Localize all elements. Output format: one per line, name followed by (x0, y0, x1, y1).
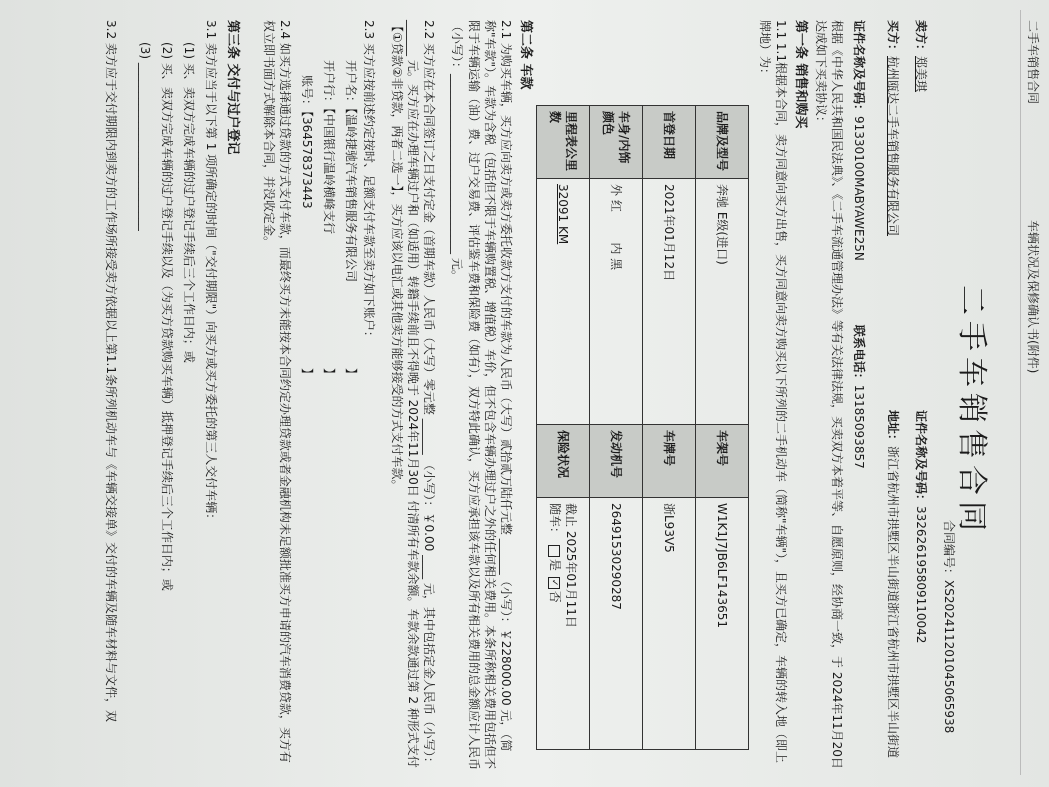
seller-name: 郑美琪 (914, 56, 928, 93)
seller-id: 332626195809110042 (914, 506, 928, 644)
color-label: 车身/内饰颜色 (590, 106, 643, 179)
bracket-end: 】 (344, 368, 358, 381)
account-number: 364578373443 (300, 117, 314, 209)
article-1-heading: 第一条 销售和购买 (793, 20, 808, 129)
buyer-address: 浙江省杭州市拱墅区半山街道浙江省杭州市拱墅区半山街道 (886, 446, 900, 759)
article-2-heading: 第二条 车款 (518, 20, 533, 90)
table-row (537, 106, 590, 750)
account-name-row (343, 60, 359, 282)
plate-label: 车牌号 (643, 425, 696, 498)
register-date-label: 首登日期 (643, 106, 696, 179)
account-number-label: 账号：【 (300, 75, 314, 118)
vin-value: W1K1J7JB6LF143651 (696, 498, 749, 750)
insurance-label: 保险状况 (537, 425, 590, 498)
preamble: 根据《中华人民共和国民法典》、《二手车流通管理办法》等有关法律法规，买卖双方本着平等、自愿原则，经协商一致，于 2024年11月20日 达成如下买卖协议： (813, 20, 844, 769)
header-divider (1020, 10, 1021, 775)
insurance-value (537, 498, 590, 750)
checkbox-no-checked-icon[interactable]: ✓ (549, 577, 561, 589)
account-number-row (299, 75, 315, 209)
account-bank-label: 开户行：【 (322, 60, 336, 115)
table-row (696, 106, 749, 750)
clause-2-3: 2.3 买方应按前述约定按时、足额支付车款至卖方如下账户： (362, 20, 376, 343)
onboard-label: 随车： (548, 503, 562, 540)
account-bank: 中国银行温岭横峰支行 (322, 114, 336, 235)
header-right: 车辆状况及保修确认书(附件) (1026, 220, 1040, 374)
checkbox-yes-icon[interactable] (549, 545, 561, 557)
plate-value: 浙L93V5 (643, 498, 696, 750)
seller-label: 卖方： (914, 20, 928, 57)
account-name-label: 开户名：【 (344, 60, 358, 115)
clause-3-1: 3.1 卖方应当于以下第 1 项所确定的时间（"交付期限"）向买方或买方委托的第三人交付车辆： (204, 20, 218, 526)
mileage-label: 里程表公里数 (537, 106, 590, 179)
register-date-value: 2021年01月12日 (643, 179, 696, 425)
seller-row (913, 20, 929, 92)
buyer-label: 买方： (886, 20, 900, 57)
buyer-row (885, 20, 901, 236)
clause-2-2: 2.2 买方应在本合同签订之日支付定金（首期车款）人民币（大写）零元整 ______ （小写）：￥0.00 ____ 元，其中包括定金人民币（小写）：______ 元。买方应在办理车辆过户和（如适用）转籍手续前且不得晚于 2024年11月30日 付清所有车款余额。车款余款通过第 2 种形式支付【①贷款②非贷款，两者二选一】，买方应该以电汇或其他卖方能够接受的方式支付车款。 (389, 20, 436, 769)
buyer-id: 91330100MABYAWE25N (852, 116, 866, 261)
clause-3-1-item-1: (1) 买、卖双方完成车辆的过户登记手续后三个工作日内；或 (182, 42, 196, 363)
buyer-address-row (885, 410, 901, 770)
buyer-phone-label: 联系电话： (852, 324, 866, 385)
color-value: 外 红 内 黑 (590, 179, 643, 425)
vehicle-info-table (536, 105, 749, 750)
vin-label: 车架号 (696, 425, 749, 498)
contract-number: 合同编号：XS202411201045065938 (942, 520, 956, 734)
document-title: 二手车销售合同 (954, 285, 989, 537)
clause-2-4: 2.4 如买方选择通过贷款的方式支付车款，而最终买方未能按本合同约定办理贷款或者金融机构未足额批准买方申请的汽车消费贷款，买方有权立即书面方式解除本合同，并没收定金。 (261, 20, 292, 763)
buyer-name: 杭州瓯达二手车销售服务有限公司 (886, 56, 900, 237)
yes-label: 是 (548, 558, 562, 571)
account-name: 温岭捷驰汽车销售服务有限公司 (344, 114, 358, 283)
insurance-onboard (547, 503, 563, 744)
table-row (590, 106, 643, 750)
buyer-id-label: 证件名称及号码： (852, 20, 866, 117)
clause-2-1: 2.1 为购买车辆，买方应向卖方或卖方委托收款方支付的车款为人民币（大写）贰拾贰万陆仟元整 ______（小写）：￥228000.00 元，（简称"车款"）。车款为含税（包括但不限于车辆购置税、增值税）车价，但不包含车辆办理过户之外的任何相关费用。本条所称相关费用包括但不限于车辆运输（油）费、过户交易费、评估鉴车费和保险费（如有），双方特此确认，买方应承担该车款以及所有相关费用的总金额应计人民币（小写）：______________________________ 元。 (450, 20, 513, 771)
engine-label: 发动机号 (590, 425, 643, 498)
no-label: 否 (548, 590, 562, 603)
table-row (643, 106, 696, 750)
clause-3-1-item-3: (3) ____________________________ (138, 42, 152, 231)
engine-value: 26491530290287 (590, 498, 643, 750)
clause-3-2: 3.2 卖方应于交付期限内到卖方的工作场所接受卖方依据以上第1.1条所列机动车与《车辆交接单》交付的车辆及随车材料与文件，双 (104, 20, 118, 722)
article-3-heading: 第三条 交付与过户登记 (225, 20, 240, 155)
clause-1-1: 1.1 1.1根据本合同，卖方同意向买方出售，买方同意向卖方购买以下所列的二手机动车（简称"车辆"），且买方已确定，车辆的转入地（即上牌地）为： (757, 20, 788, 764)
bracket-end: 】 (322, 368, 336, 381)
seller-id-row (913, 410, 929, 643)
seller-id-label: 证件名称及号码： (914, 410, 928, 507)
mileage-value: 32091 KM (537, 179, 590, 425)
bracket-end: 】 (300, 368, 314, 381)
buyer-phone: 13185093857 (852, 384, 866, 469)
clause-3-1-item-2: (2) 买、卖双方完成车辆的过户登记手续以及（为买方贷款购买车辆）抵押登记手续后三个工作日内；或 (160, 42, 174, 591)
brand-label: 品牌及型号 (696, 106, 749, 179)
buyer-address-label: 地址： (886, 410, 900, 447)
header-left: 二手车销售合同 (1026, 20, 1040, 105)
buyer-id-row (851, 20, 867, 469)
account-bank-row (321, 60, 337, 234)
brand-value: 奔驰 E级(进口) (696, 179, 749, 425)
insurance-expiry: 截止 2025年01月11日 (564, 503, 579, 628)
